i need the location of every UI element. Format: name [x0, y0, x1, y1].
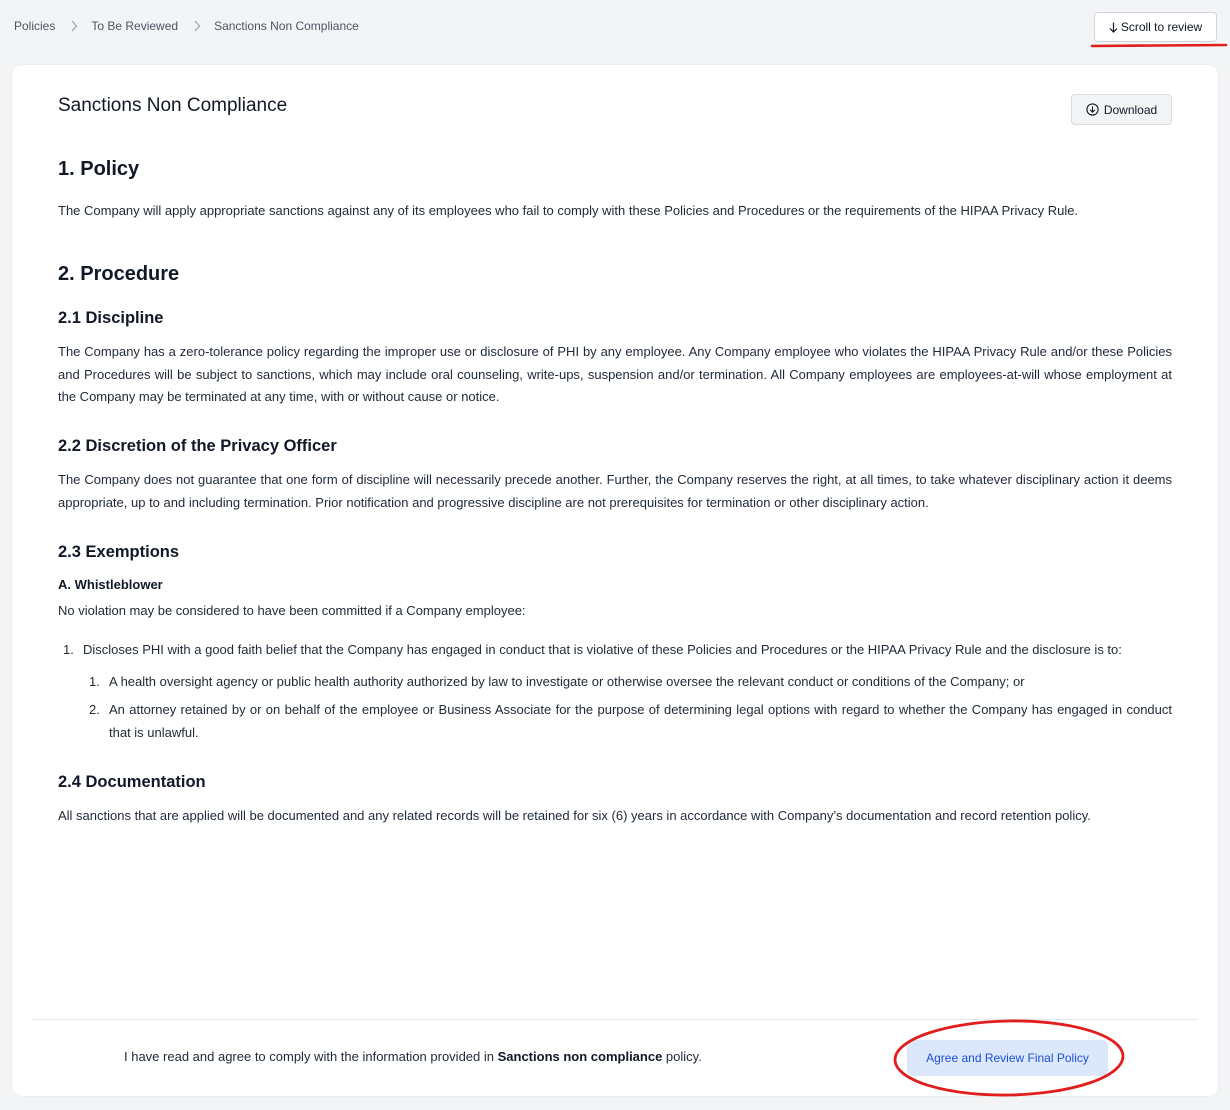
agreement-prefix: I have read and agree to comply with the information provided in — [124, 1049, 498, 1064]
subsection-text-discipline: The Company has a zero-tolerance policy regarding the improper use or disclosure of PHI by any employee. Any Company employee who violates the HIPAA Privacy Rule and/or these Policies and Procedures will be subject to sanctions, which may include oral counseling, write-ups, suspension and/or termination. All Company employees are employees-at-will whose employment at the Company may be terminated at any time, with or without cause or notice. — [58, 344, 1172, 405]
section-heading-procedure: 2. Procedure — [58, 263, 180, 285]
agreement-policy-name: Sanctions non compliance — [497, 1049, 663, 1064]
subsection-heading-documentation: 2.4 Documentation — [58, 773, 206, 791]
red-annotation-underline — [1090, 42, 1228, 50]
scroll-to-review-label: Scroll to review — [1120, 20, 1203, 34]
chevron-right-icon — [70, 20, 78, 32]
sub-list-item: An attorney retained by or on behalf of the employee or Business Associate for the purpose of determining legal options with regard to whether the Company has engaged in conduct that is unlawful. — [109, 702, 1172, 740]
breadcrumb-to-be-reviewed[interactable]: To Be Reviewed — [91, 19, 179, 33]
subsection-text-discretion: The Company does not guarantee that one form of discipline will necessarily precede another. Further, the Company reserves the right, at all times, to take whatever disciplinary action it deems appropriate, up to and including termination. Prior notification and progressive discipline are not prerequisites for termination or other disciplinary action. — [58, 472, 1172, 510]
sub-list-item-number: 1. — [89, 674, 100, 689]
chevron-right-icon — [193, 20, 201, 32]
breadcrumb-current-page: Sanctions Non Compliance — [214, 19, 359, 33]
subsection-heading-discipline: 2.1 Discipline — [58, 309, 164, 327]
scroll-to-review-button[interactable] — [1094, 12, 1217, 42]
section-heading-policy: 1. Policy — [58, 158, 140, 180]
subsection-heading-discretion: 2.2 Discretion of the Privacy Officer — [58, 437, 337, 455]
subsection-heading-exemptions: 2.3 Exemptions — [58, 543, 180, 561]
sub-list-item: A health oversight agency or public health authority authorized by law to investigate or otherwise oversee the relevant conduct or conditions of the Company; or — [109, 674, 1025, 689]
page-title: Sanctions Non Compliance — [58, 95, 288, 116]
arrow-down-icon — [1109, 22, 1118, 33]
agreement-suffix: policy. — [662, 1049, 702, 1064]
list-item-number: 1. — [63, 642, 74, 657]
download-button[interactable] — [1071, 94, 1172, 125]
download-icon — [1086, 103, 1099, 116]
agreement-statement — [124, 1049, 702, 1064]
breadcrumb-policies[interactable]: Policies — [14, 19, 56, 33]
footer-divider — [32, 1019, 1198, 1020]
sub-list-item-number: 2. — [89, 702, 100, 717]
list-item: Discloses PHI with a good faith belief that the Company has engaged in conduct that is violative of these Policies and Procedures or the HIPAA Privacy Rule and the disclosure is to: — [83, 642, 1122, 657]
section-text-policy: The Company will apply appropriate sanctions against any of its employees who fail to comply with these Policies and Procedures or the requirements of the HIPAA Privacy Rule. — [58, 203, 1079, 218]
agree-and-review-button[interactable]: Agree and Review Final Policy — [907, 1040, 1108, 1076]
subsection-text-documentation: All sanctions that are applied will be documented and any related records will be retained for six (6) years in accordance with Company’s documentation and record retention policy. — [58, 808, 1091, 823]
exemption-heading-whistleblower: A. Whistleblower — [58, 577, 163, 592]
breadcrumb — [14, 19, 359, 33]
download-label: Download — [1103, 102, 1158, 117]
exemption-text-whistleblower: No violation may be considered to have been committed if a Company employee: — [58, 603, 526, 618]
top-bar — [0, 0, 1230, 54]
policy-card — [12, 65, 1218, 1096]
